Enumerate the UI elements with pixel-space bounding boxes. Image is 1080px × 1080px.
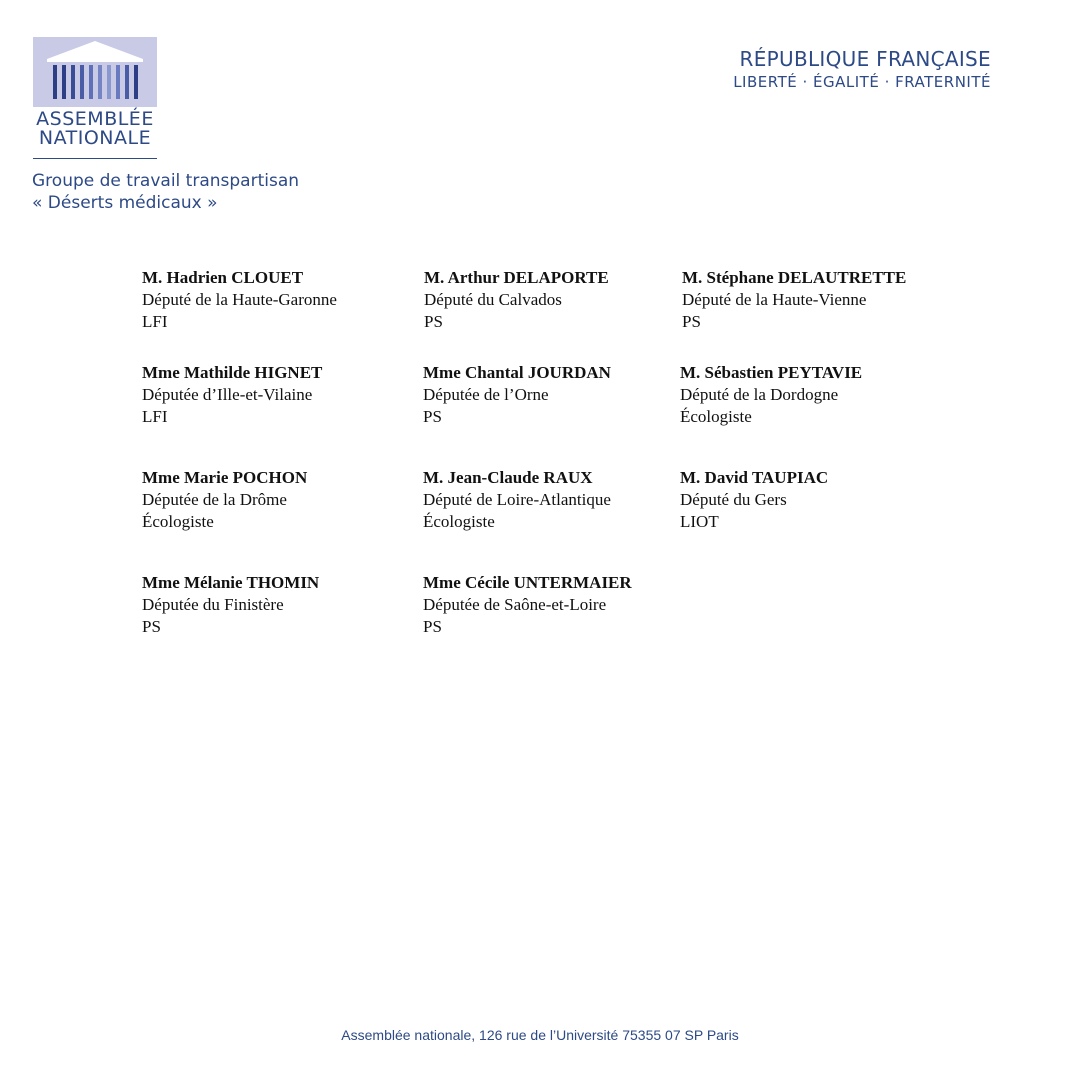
member-role: Députée du Finistère (142, 595, 284, 614)
member-role: Député de la Haute-Garonne (142, 290, 337, 309)
member-name: M. Arthur DELAPORTE (424, 268, 609, 287)
member-party: Écologiste (423, 512, 495, 531)
member-name: M. Stéphane DELAUTRETTE (682, 268, 907, 287)
member-role: Député du Calvados (424, 290, 562, 309)
member-party: PS (423, 617, 442, 636)
member-card (142, 267, 337, 333)
member-party: PS (423, 407, 442, 426)
member-role: Députée d’Ille-et-Vilaine (142, 385, 313, 404)
member-card (423, 572, 632, 638)
member-role: Député de Loire-Atlantique (423, 490, 611, 509)
footer-address: Assemblée nationale, 126 rue de l’Université 75355 07 SP Paris (341, 1027, 739, 1043)
group-line-1: Groupe de travail transpartisan (32, 171, 300, 191)
working-group-title (32, 170, 299, 214)
member-role: Député de la Haute-Vienne (682, 290, 867, 309)
member-card (680, 467, 828, 533)
member-party: Écologiste (142, 512, 214, 531)
member-name: Mme Marie POCHON (142, 468, 308, 487)
member-card (424, 267, 609, 333)
member-name: Mme Chantal JOURDAN (423, 363, 611, 382)
member-card (142, 362, 322, 428)
member-party: PS (682, 312, 701, 331)
member-name: M. Sébastien PEYTAVIE (680, 363, 863, 382)
member-card (423, 467, 611, 533)
logo-divider (33, 158, 157, 159)
member-name: Mme Cécile UNTERMAIER (423, 573, 632, 592)
member-role: Député du Gers (680, 490, 787, 509)
assemblee-nationale-logo (33, 37, 157, 148)
member-name: Mme Mélanie THOMIN (142, 573, 320, 592)
member-party: LFI (142, 312, 168, 331)
member-role: Députée de l’Orne (423, 385, 549, 404)
member-role: Député de la Dordogne (680, 385, 839, 404)
member-role: Députée de la Drôme (142, 490, 287, 509)
member-party: LFI (142, 407, 168, 426)
member-party: Écologiste (680, 407, 752, 426)
member-name: M. Hadrien CLOUET (142, 268, 304, 287)
member-party: LIOT (680, 512, 719, 531)
group-line-2: « Déserts médicaux » (32, 193, 218, 213)
member-card (680, 362, 862, 428)
logo-line-1: ASSEMBLÉE (36, 108, 154, 130)
republic-title: RÉPUBLIQUE FRANÇAISE (739, 47, 991, 71)
member-role: Députée de Saône-et-Loire (423, 595, 607, 614)
member-card (142, 467, 307, 533)
member-card (682, 267, 906, 333)
member-card (142, 572, 319, 638)
member-card (423, 362, 611, 428)
member-name: M. David TAUPIAC (680, 468, 829, 487)
member-name: Mme Mathilde HIGNET (142, 363, 323, 382)
hemicycle-icon (33, 37, 157, 107)
republic-motto: LIBERTÉ · ÉGALITÉ · FRATERNITÉ (733, 73, 991, 91)
logo-line-2: NATIONALE (38, 127, 152, 149)
republique-francaise-header (733, 46, 991, 92)
member-party: PS (424, 312, 443, 331)
member-party: PS (142, 617, 161, 636)
member-name: M. Jean-Claude RAUX (423, 468, 593, 487)
